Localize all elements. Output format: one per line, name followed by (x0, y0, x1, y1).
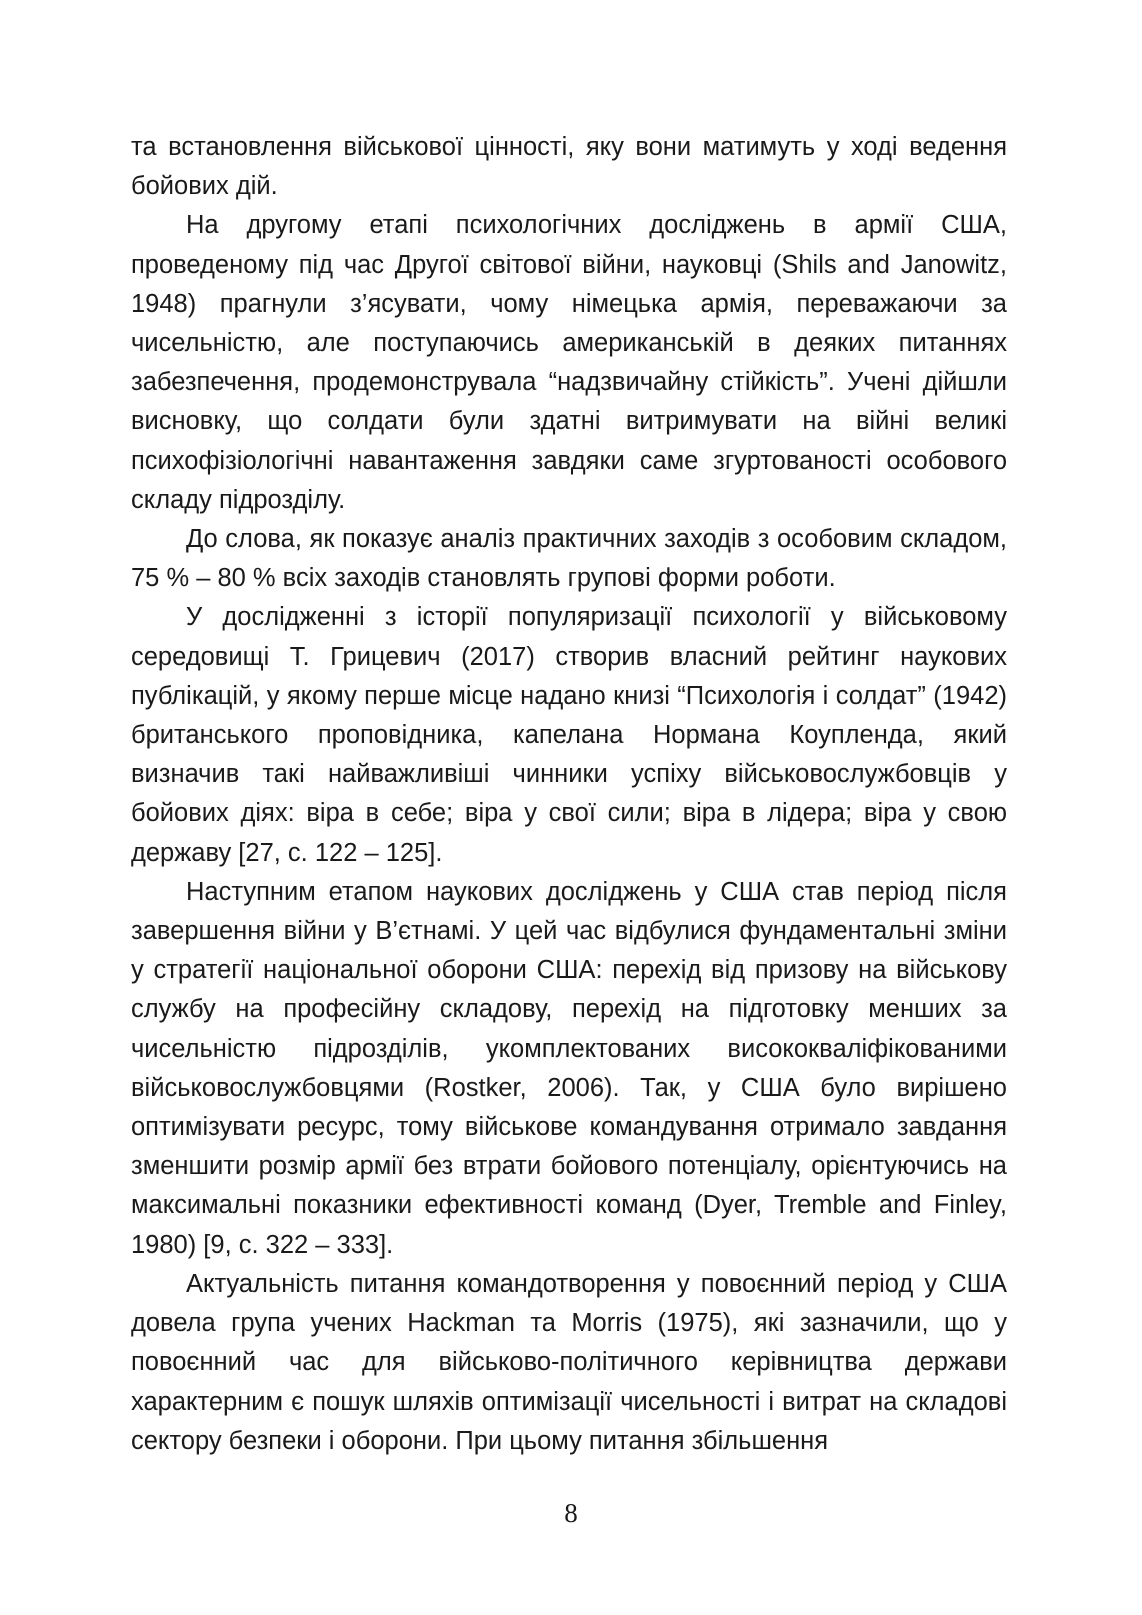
page-number: 8 (564, 1498, 578, 1528)
paragraph: Наступним етапом наукових досліджень у США став період після завершення війни у В’єтнамі. У цей час відбулися фундаментальні зміни у стратегії національної оборони США: перехід від призову на військову службу на професійну складову, перехід на підготовку менших за чисельністю підрозділів, укомплектованих висококваліфікованими військовослужбовцями (Rostker, 2006). Так, у США було вирішено оптимізувати ресурс, тому військове командування отримало завдання зменшити розмір армії без втрати бойового потенціалу, орієнтуючись на максимальні показники ефективності команд (Dyer, Tremble and Finley, 1980) [9, с. 322 – 333]. (131, 877, 1007, 1259)
paragraph: У дослідженні з історії популяризації психології у військовому середовищі Т. Грицевич (2017) створив власний рейтинг наукових публікацій, у якому перше місце надано книзі “Психологія і солдат” (1942) британського проповідника, капелана Нормана Коупленда, який визначив такі найважливіші чинники успіху військовослужбовців у бойових діях: віра в себе; віра у свої сили; віра в лідера; віра у свою державу [27, с. 122 – 125]. (131, 603, 1007, 867)
paragraph: Актуальність питання командотворення у повоєнний період у США довела група учених Hackman та Morris (1975), які зазначили, що у повоєнний час для військово-політичного керівництва держави характерним є пошук шляхів оптимізації чисельності і витрат на складові сектору безпеки і оборони. При цьому питання збільшення (131, 1269, 1007, 1455)
paragraph: На другому етапі психологічних досліджень в армії США, проведеному під час Другої світової війни, науковці (Shils and Janowitz, 1948) прагнули з’ясувати, чому німецька армія, переважаючи за чисельністю, але поступаючись американській в деяких питаннях забезпечення, продемонструвала “надзвичайну стійкість”. Учені дійшли висновку, що солдати були здатні витримувати на війні великі психофізіологічні навантаження завдяки саме згуртованості особового складу підрозділу. (131, 211, 1007, 514)
paragraph-continuation: та встановлення військової цінності, яку вони матимуть у ході ведення бойових дій. (131, 133, 1007, 201)
paragraph: До слова, як показує аналіз практичних заходів з особовим складом, 75 % – 80 % всіх заходів становлять групові форми роботи. (131, 525, 1007, 593)
body-text (131, 128, 1007, 1461)
